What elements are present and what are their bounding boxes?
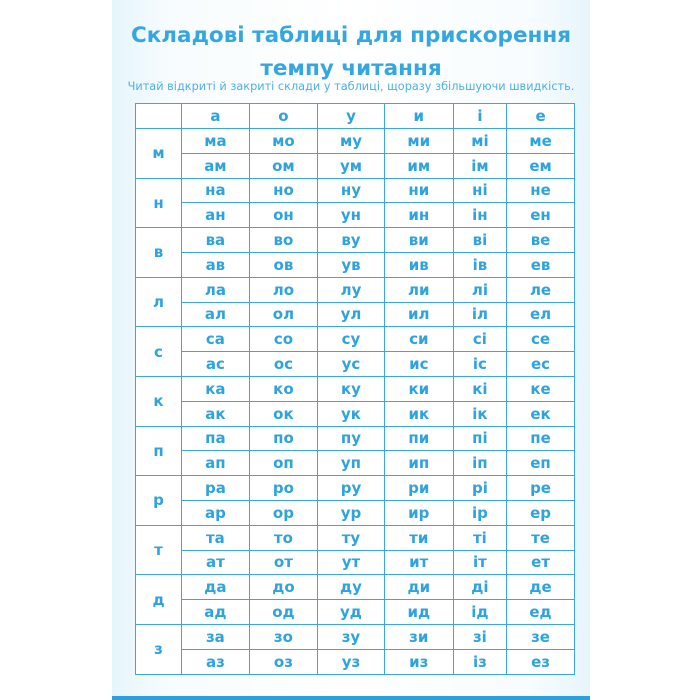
- closed-syllable-cell: ек: [507, 401, 575, 426]
- open-syllable-cell: ле: [507, 277, 575, 302]
- open-syllable-cell: по: [249, 426, 317, 451]
- open-syllable-cell: ли: [384, 277, 453, 302]
- closed-syllable-cell: ик: [384, 401, 453, 426]
- open-syllable-cell: ре: [507, 476, 575, 501]
- open-syllable-cell: ми: [384, 129, 453, 154]
- syllable-table: [135, 103, 575, 675]
- page-title-line2: темпу читання: [260, 56, 442, 81]
- consonant-cell: р: [136, 476, 182, 526]
- open-syllable-cell: ме: [507, 129, 575, 154]
- open-syllable-cell: ві: [453, 228, 506, 253]
- closed-syllable-cell: ер: [507, 500, 575, 525]
- open-syllable-cell: не: [507, 178, 575, 203]
- closed-syllable-cell: ез: [507, 649, 575, 674]
- closed-syllable-cell: ив: [384, 252, 453, 277]
- table-row: [136, 401, 575, 426]
- closed-syllable-cell: ан: [182, 203, 250, 228]
- closed-syllable-cell: ок: [249, 401, 317, 426]
- closed-syllable-cell: ів: [453, 252, 506, 277]
- table-row: [136, 153, 575, 178]
- open-syllable-cell: му: [318, 129, 385, 154]
- open-syllable-cell: ру: [318, 476, 385, 501]
- open-syllable-cell: ри: [384, 476, 453, 501]
- open-syllable-cell: зе: [507, 624, 575, 649]
- closed-syllable-cell: еп: [507, 451, 575, 476]
- open-syllable-cell: ве: [507, 228, 575, 253]
- table-row: [136, 600, 575, 625]
- open-syllable-cell: ло: [249, 277, 317, 302]
- instruction-text: Читай відкриті й закриті склади у таблиці, щоразу збільшуючи швидкість.: [127, 80, 575, 93]
- open-syllable-cell: во: [249, 228, 317, 253]
- table-row: [136, 525, 575, 550]
- open-syllable-cell: мі: [453, 129, 506, 154]
- closed-syllable-cell: іп: [453, 451, 506, 476]
- closed-syllable-cell: ар: [182, 500, 250, 525]
- closed-syllable-cell: уз: [318, 649, 385, 674]
- open-syllable-cell: зу: [318, 624, 385, 649]
- open-syllable-cell: пі: [453, 426, 506, 451]
- closed-syllable-cell: із: [453, 649, 506, 674]
- open-syllable-cell: ну: [318, 178, 385, 203]
- open-syllable-cell: ку: [318, 376, 385, 401]
- closed-syllable-cell: ел: [507, 302, 575, 327]
- vowel-header: і: [453, 104, 506, 129]
- table-row: [136, 649, 575, 674]
- closed-syllable-cell: ин: [384, 203, 453, 228]
- closed-syllable-cell: оз: [249, 649, 317, 674]
- closed-syllable-cell: ол: [249, 302, 317, 327]
- closed-syllable-cell: ам: [182, 153, 250, 178]
- closed-syllable-cell: ап: [182, 451, 250, 476]
- open-syllable-cell: ла: [182, 277, 250, 302]
- table-row: [136, 178, 575, 203]
- vowel-header: а: [182, 104, 250, 129]
- closed-syllable-cell: аз: [182, 649, 250, 674]
- closed-syllable-cell: ес: [507, 352, 575, 377]
- closed-syllable-cell: ут: [318, 550, 385, 575]
- open-syllable-cell: ке: [507, 376, 575, 401]
- closed-syllable-cell: ид: [384, 600, 453, 625]
- open-syllable-cell: та: [182, 525, 250, 550]
- open-syllable-cell: ра: [182, 476, 250, 501]
- open-syllable-cell: ва: [182, 228, 250, 253]
- closed-syllable-cell: іт: [453, 550, 506, 575]
- vowel-header: е: [507, 104, 575, 129]
- closed-syllable-cell: ип: [384, 451, 453, 476]
- corner-cell: [136, 104, 182, 129]
- consonant-cell: т: [136, 525, 182, 575]
- open-syllable-cell: то: [249, 525, 317, 550]
- open-syllable-cell: лі: [453, 277, 506, 302]
- open-syllable-cell: сі: [453, 327, 506, 352]
- closed-syllable-cell: он: [249, 203, 317, 228]
- consonant-cell: в: [136, 228, 182, 278]
- open-syllable-cell: ко: [249, 376, 317, 401]
- closed-syllable-cell: ак: [182, 401, 250, 426]
- open-syllable-cell: ки: [384, 376, 453, 401]
- open-syllable-cell: па: [182, 426, 250, 451]
- table-row: [136, 624, 575, 649]
- open-syllable-cell: зі: [453, 624, 506, 649]
- open-syllable-cell: ду: [318, 575, 385, 600]
- table-row: [136, 228, 575, 253]
- consonant-cell: п: [136, 426, 182, 476]
- closed-syllable-cell: ен: [507, 203, 575, 228]
- closed-syllable-cell: оп: [249, 451, 317, 476]
- closed-syllable-cell: ом: [249, 153, 317, 178]
- closed-syllable-cell: ов: [249, 252, 317, 277]
- open-syllable-cell: са: [182, 327, 250, 352]
- bottom-bar: [112, 696, 590, 700]
- open-syllable-cell: зи: [384, 624, 453, 649]
- open-syllable-cell: за: [182, 624, 250, 649]
- open-syllable-cell: пи: [384, 426, 453, 451]
- closed-syllable-cell: іс: [453, 352, 506, 377]
- page-title-line1: Складові таблиці для прискорення: [130, 23, 572, 48]
- table-row: [136, 302, 575, 327]
- table-row: [136, 352, 575, 377]
- consonant-cell: д: [136, 575, 182, 625]
- table-row: [136, 426, 575, 451]
- open-syllable-cell: ву: [318, 228, 385, 253]
- closed-syllable-cell: ир: [384, 500, 453, 525]
- table-row: [136, 550, 575, 575]
- closed-syllable-cell: ік: [453, 401, 506, 426]
- consonant-cell: к: [136, 376, 182, 426]
- closed-syllable-cell: ід: [453, 600, 506, 625]
- closed-syllable-cell: іл: [453, 302, 506, 327]
- open-syllable-cell: со: [249, 327, 317, 352]
- table-row: [136, 376, 575, 401]
- closed-syllable-cell: ір: [453, 500, 506, 525]
- closed-syllable-cell: ор: [249, 500, 317, 525]
- closed-syllable-cell: из: [384, 649, 453, 674]
- table-row: [136, 277, 575, 302]
- table-row: [136, 476, 575, 501]
- closed-syllable-cell: ем: [507, 153, 575, 178]
- open-syllable-cell: де: [507, 575, 575, 600]
- closed-syllable-cell: ус: [318, 352, 385, 377]
- open-syllable-cell: те: [507, 525, 575, 550]
- open-syllable-cell: ти: [384, 525, 453, 550]
- open-syllable-cell: пу: [318, 426, 385, 451]
- closed-syllable-cell: ал: [182, 302, 250, 327]
- open-syllable-cell: кі: [453, 376, 506, 401]
- consonant-cell: з: [136, 624, 182, 674]
- table-row: [136, 500, 575, 525]
- closed-syllable-cell: ит: [384, 550, 453, 575]
- closed-syllable-cell: ос: [249, 352, 317, 377]
- closed-syllable-cell: ур: [318, 500, 385, 525]
- open-syllable-cell: да: [182, 575, 250, 600]
- closed-syllable-cell: ил: [384, 302, 453, 327]
- closed-syllable-cell: уд: [318, 600, 385, 625]
- open-syllable-cell: ни: [384, 178, 453, 203]
- table-row: [136, 129, 575, 154]
- vowel-header: и: [384, 104, 453, 129]
- consonant-cell: с: [136, 327, 182, 377]
- vowel-header: о: [249, 104, 317, 129]
- open-syllable-cell: пе: [507, 426, 575, 451]
- closed-syllable-cell: им: [384, 153, 453, 178]
- closed-syllable-cell: ав: [182, 252, 250, 277]
- closed-syllable-cell: ет: [507, 550, 575, 575]
- consonant-cell: н: [136, 178, 182, 228]
- open-syllable-cell: но: [249, 178, 317, 203]
- closed-syllable-cell: ис: [384, 352, 453, 377]
- table-row: [136, 451, 575, 476]
- closed-syllable-cell: ат: [182, 550, 250, 575]
- open-syllable-cell: лу: [318, 277, 385, 302]
- closed-syllable-cell: ас: [182, 352, 250, 377]
- open-syllable-cell: су: [318, 327, 385, 352]
- closed-syllable-cell: от: [249, 550, 317, 575]
- closed-syllable-cell: ім: [453, 153, 506, 178]
- open-syllable-cell: до: [249, 575, 317, 600]
- vowel-header: у: [318, 104, 385, 129]
- consonant-cell: м: [136, 129, 182, 179]
- open-syllable-cell: си: [384, 327, 453, 352]
- open-syllable-cell: ро: [249, 476, 317, 501]
- table-row: [136, 203, 575, 228]
- closed-syllable-cell: ін: [453, 203, 506, 228]
- table-row: [136, 252, 575, 277]
- closed-syllable-cell: ад: [182, 600, 250, 625]
- open-syllable-cell: ді: [453, 575, 506, 600]
- closed-syllable-cell: ун: [318, 203, 385, 228]
- header-row: [136, 104, 575, 129]
- open-syllable-cell: на: [182, 178, 250, 203]
- closed-syllable-cell: ум: [318, 153, 385, 178]
- open-syllable-cell: ди: [384, 575, 453, 600]
- closed-syllable-cell: ед: [507, 600, 575, 625]
- closed-syllable-cell: од: [249, 600, 317, 625]
- closed-syllable-cell: ук: [318, 401, 385, 426]
- open-syllable-cell: ка: [182, 376, 250, 401]
- consonant-cell: л: [136, 277, 182, 327]
- open-syllable-cell: зо: [249, 624, 317, 649]
- closed-syllable-cell: уп: [318, 451, 385, 476]
- table-row: [136, 327, 575, 352]
- open-syllable-cell: ту: [318, 525, 385, 550]
- open-syllable-cell: ма: [182, 129, 250, 154]
- open-syllable-cell: ні: [453, 178, 506, 203]
- open-syllable-cell: рі: [453, 476, 506, 501]
- closed-syllable-cell: ул: [318, 302, 385, 327]
- open-syllable-cell: ті: [453, 525, 506, 550]
- open-syllable-cell: мо: [249, 129, 317, 154]
- closed-syllable-cell: ув: [318, 252, 385, 277]
- open-syllable-cell: се: [507, 327, 575, 352]
- open-syllable-cell: ви: [384, 228, 453, 253]
- closed-syllable-cell: ев: [507, 252, 575, 277]
- table-row: [136, 575, 575, 600]
